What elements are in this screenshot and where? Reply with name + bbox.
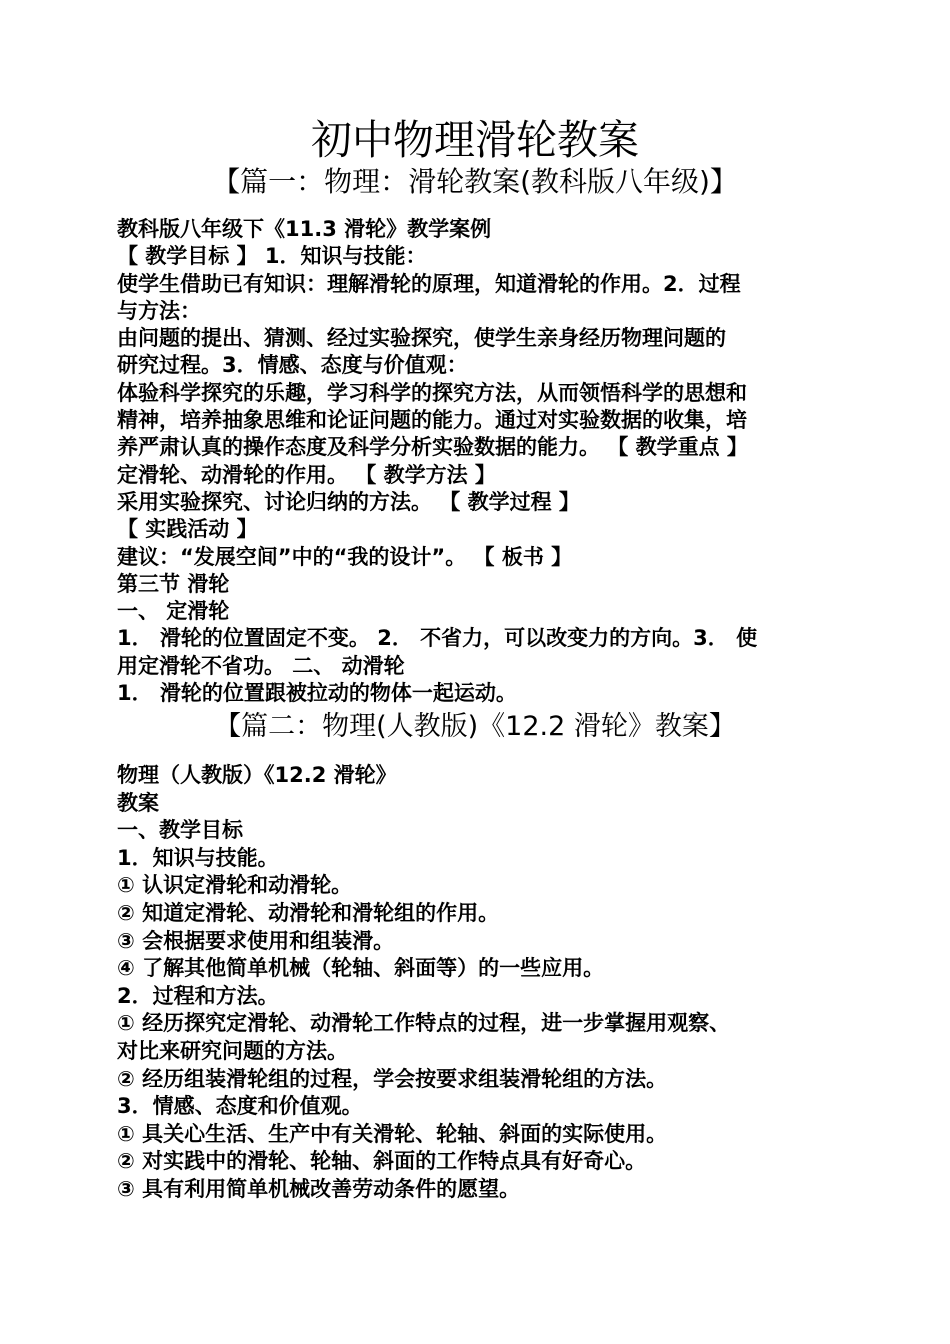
text-line: 采用实验探究、讨论归纳的方法。 【 教学过程 】: [117, 489, 580, 514]
text-line: 物理（人教版）《12.2 滑轮》: [117, 763, 397, 787]
text-line: ① 经历探究定滑轮、动滑轮工作特点的过程，进一步掌握用观察、: [117, 1011, 731, 1036]
text-line: 1．知识与技能。: [117, 845, 279, 870]
text-line: 教科版八年级下《11.3 滑轮》教学案例: [117, 217, 492, 241]
text-line: 教案: [117, 790, 159, 815]
text-line: 一、 定滑轮: [117, 599, 230, 624]
text-line: ① 具关心生活、生产中有关滑轮、轮轴、斜面的实际使用。: [117, 1121, 668, 1146]
text-line: ③ 会根据要求使用和组装滑。: [117, 928, 395, 953]
text-line: ④ 了解其他简单机械（轮轴、斜面等）的一些应用。: [117, 956, 605, 981]
text-line: 1． 滑轮的位置固定不变。 2． 不省力，可以改变力的方向。3． 使: [117, 626, 758, 651]
text-line: 定滑轮、动滑轮的作用。 【 教学方法 】: [117, 462, 496, 487]
text-line: ③ 具有利用简单机械改善劳动条件的愿望。: [117, 1176, 521, 1201]
text-line: 精神，培养抽象思维和论证问题的能力。通过对实验数据的收集，培: [117, 408, 747, 433]
text-line: 研究过程。3．情感、态度与价值观：: [117, 353, 468, 378]
part1-body: [117, 216, 837, 707]
text-line: 用定滑轮不省功。 二、 动滑轮: [117, 653, 405, 678]
text-line: 与方法：: [117, 298, 201, 323]
part1-heading: 【篇一：物理：滑轮教案(教科版八年级)】: [212, 165, 738, 198]
text-line: 第三节 滑轮: [117, 571, 230, 596]
text-line: 对比来研究问题的方法。: [117, 1038, 348, 1063]
part2-body: [117, 762, 837, 1204]
text-line: 1． 滑轮的位置跟被拉动的物体一起运动。: [117, 681, 517, 706]
text-line: 【 实践活动 】: [117, 517, 258, 542]
text-line: ② 经历组装滑轮组的过程，学会按要求组装滑轮组的方法。: [117, 1066, 668, 1091]
text-line: ② 知道定滑轮、动滑轮和滑轮组的作用。: [117, 900, 500, 925]
text-line: 【 教学目标 】 1．知识与技能：: [117, 244, 427, 269]
document-title: 初中物理滑轮教案: [311, 116, 639, 164]
text-line: 体验科学探究的乐趣，学习科学的探究方法，从而领悟科学的思想和: [117, 380, 747, 405]
text-line: ① 认识定滑轮和动滑轮。: [117, 873, 353, 898]
text-line: 养严肃认真的操作态度及科学分析实验数据的能力。 【 教学重点 】: [117, 435, 748, 460]
text-line: 一、教学目标: [117, 818, 243, 843]
text-line: 2．过程和方法。: [117, 983, 279, 1008]
text-line: 建议：“发展空间”中的“我的设计”。 【 板书 】: [117, 544, 573, 569]
text-line: 使学生借助已有知识：理解滑轮的原理，知道滑轮的作用。2．过程: [117, 271, 741, 296]
part2-heading: 【篇二：物理(人教版)《12.2 滑轮》教案】: [214, 711, 736, 742]
text-line: 由问题的提出、猜测、经过实验探究，使学生亲身经历物理问题的: [117, 326, 726, 351]
text-line: ② 对实践中的滑轮、轮轴、斜面的工作特点具有好奇心。: [117, 1149, 647, 1174]
text-line: 3．情感、态度和价值观。: [117, 1094, 363, 1119]
